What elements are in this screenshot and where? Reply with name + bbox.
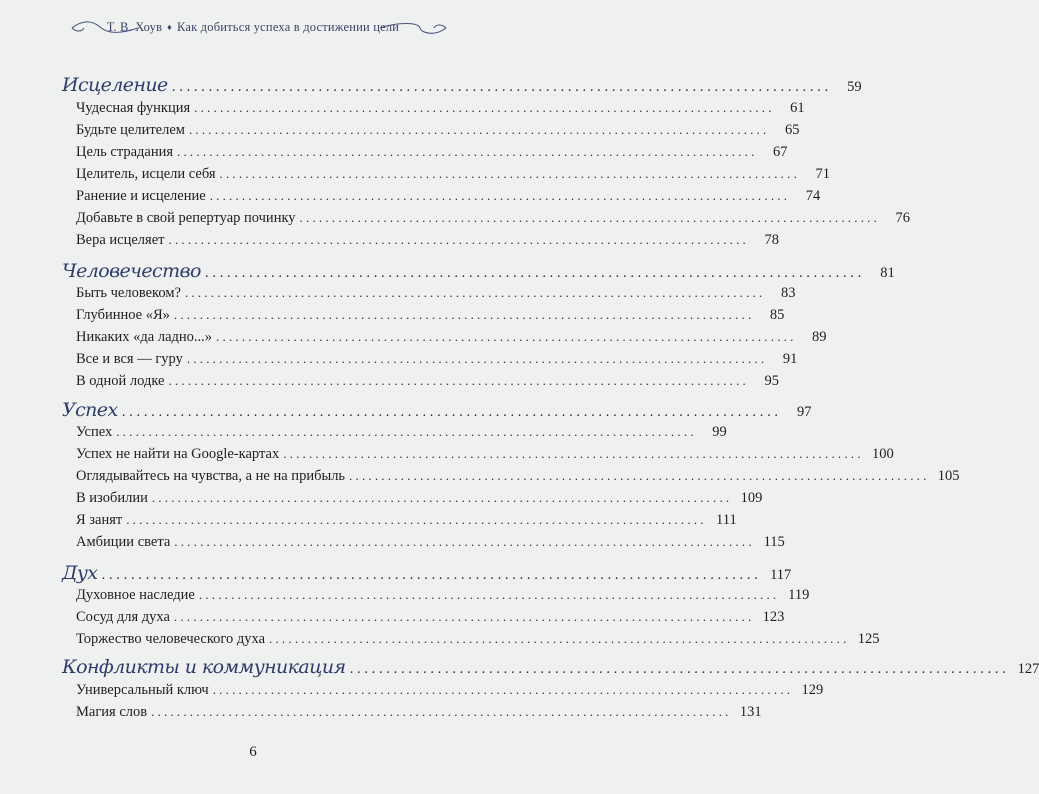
entry-page: 74 bbox=[805, 188, 821, 204]
entry-title: Торжество человеческого духа bbox=[76, 631, 266, 647]
toc-section[interactable] bbox=[62, 74, 862, 96]
toc-entry[interactable] bbox=[76, 446, 894, 463]
header-separator: ♦ bbox=[167, 22, 172, 32]
entry-page: 71 bbox=[815, 166, 831, 182]
leader-dots: .......................................................................................... bbox=[177, 144, 758, 159]
entry-title: Успех не найти на Google-картах bbox=[76, 446, 280, 462]
entry-page: 115 bbox=[763, 534, 785, 550]
entry-page: 85 bbox=[769, 307, 785, 323]
entry-title: Сосуд для духа bbox=[76, 609, 170, 625]
toc-entry[interactable] bbox=[76, 373, 779, 390]
section-page: 81 bbox=[880, 265, 895, 281]
toc-entry[interactable] bbox=[76, 490, 763, 507]
leader-dots: .......................................................................................... bbox=[168, 232, 749, 247]
entry-page: 89 bbox=[812, 329, 827, 345]
entry-page: 111 bbox=[716, 512, 737, 528]
entry-title: Будьте целителем bbox=[76, 122, 185, 138]
entry-title: Ранение и исцеление bbox=[76, 188, 206, 204]
toc-entry[interactable] bbox=[76, 166, 831, 183]
entry-page: 61 bbox=[790, 100, 805, 116]
entry-title: Цель страдания bbox=[76, 144, 174, 160]
leader-dots: .......................................................................................... bbox=[173, 307, 755, 322]
entry-title: Быть человеком? bbox=[76, 285, 181, 301]
entry-page: 131 bbox=[739, 704, 762, 720]
entry-title: Магия слов bbox=[76, 704, 148, 720]
toc-entry[interactable] bbox=[76, 587, 810, 604]
section-page: 97 bbox=[797, 404, 812, 420]
entry-title: Духовное наследие bbox=[76, 587, 195, 603]
leader-dots: .......................................................................................... bbox=[151, 490, 733, 505]
toc-entry[interactable] bbox=[76, 512, 737, 529]
entry-page: 65 bbox=[784, 122, 800, 138]
section-title: Дух bbox=[62, 562, 98, 584]
header-book-title: Как добиться успеха в достижении цели bbox=[176, 20, 400, 34]
leader-dots: .......................................................................................... bbox=[186, 351, 768, 366]
leader-dots: .......................................................................................... bbox=[209, 188, 791, 203]
entry-page: 100 bbox=[871, 446, 894, 462]
leader-dots: .......................................................................................... bbox=[168, 373, 749, 388]
section-page: 117 bbox=[770, 567, 792, 583]
toc-section[interactable] bbox=[62, 260, 895, 282]
leader-dots: .......................................................................................... bbox=[174, 534, 755, 549]
entry-title: В одной лодке bbox=[76, 373, 165, 389]
leader-dots: .......................................................................................... bbox=[184, 285, 766, 300]
toc-section[interactable] bbox=[62, 399, 812, 421]
leader-dots: .......................................................................................... bbox=[171, 80, 832, 95]
toc-section[interactable] bbox=[62, 656, 1039, 678]
entry-page: 105 bbox=[937, 468, 960, 484]
leader-dots: .......................................................................................... bbox=[349, 662, 1010, 677]
leader-dots: .......................................................................................... bbox=[151, 704, 732, 719]
entry-title: Оглядывайтесь на чувства, а не на прибыль bbox=[76, 468, 346, 484]
leader-dots: .......................................................................................... bbox=[212, 682, 794, 697]
leader-dots: .......................................................................................... bbox=[173, 609, 755, 624]
leader-dots: .......................................................................................... bbox=[299, 210, 881, 225]
toc-entry[interactable] bbox=[76, 232, 779, 249]
leader-dots: .......................................................................................... bbox=[216, 329, 797, 344]
toc-entry[interactable] bbox=[76, 210, 911, 227]
entry-page: 109 bbox=[740, 490, 763, 506]
leader-dots: .......................................................................................... bbox=[349, 468, 930, 483]
leader-dots: .......................................................................................... bbox=[116, 424, 697, 439]
toc-entry[interactable] bbox=[76, 122, 800, 139]
toc-entry[interactable] bbox=[76, 424, 727, 441]
entry-page: 95 bbox=[764, 373, 779, 389]
toc-entry[interactable] bbox=[76, 631, 880, 648]
toc-entry[interactable] bbox=[76, 188, 821, 205]
section-page: 127 bbox=[1017, 661, 1039, 677]
entry-title: Добавьте в свой репертуар починку bbox=[76, 210, 296, 226]
toc-entry[interactable] bbox=[76, 285, 796, 302]
entry-title: Успех bbox=[76, 424, 113, 440]
entry-title: Чудесная функция bbox=[76, 100, 191, 116]
leader-dots: .......................................................................................... bbox=[198, 587, 780, 602]
leader-dots: .......................................................................................... bbox=[219, 166, 801, 181]
toc-entry[interactable] bbox=[76, 468, 960, 485]
section-page: 59 bbox=[847, 79, 862, 95]
leader-dots: .......................................................................................... bbox=[269, 631, 850, 646]
entry-page: 125 bbox=[857, 631, 880, 647]
entry-title: Глубинное «Я» bbox=[76, 307, 170, 323]
entry-page: 119 bbox=[788, 587, 810, 603]
leader-dots: .......................................................................................... bbox=[121, 405, 782, 420]
entry-page: 76 bbox=[895, 210, 911, 226]
toc-entry[interactable] bbox=[76, 144, 788, 161]
entry-title: Вера исцеляет bbox=[76, 232, 165, 248]
section-title: Исцеление bbox=[62, 74, 168, 96]
toc-entry[interactable] bbox=[76, 534, 785, 551]
leader-dots: .......................................................................................... bbox=[188, 122, 770, 137]
entry-title: В изобилии bbox=[76, 490, 148, 506]
leader-dots: .......................................................................................... bbox=[101, 568, 762, 583]
entry-page: 123 bbox=[762, 609, 785, 625]
toc-section[interactable] bbox=[62, 562, 792, 584]
toc-entry[interactable] bbox=[76, 682, 824, 699]
entry-page: 83 bbox=[780, 285, 796, 301]
leader-dots: .......................................................................................... bbox=[194, 100, 775, 115]
toc-entry[interactable] bbox=[76, 307, 785, 324]
entry-title: Универсальный ключ bbox=[76, 682, 209, 698]
entry-page: 78 bbox=[764, 232, 779, 248]
toc-entry[interactable] bbox=[76, 704, 762, 721]
section-title: Человечество bbox=[62, 260, 201, 282]
toc-entry[interactable] bbox=[76, 609, 785, 626]
header-author: Т. В. Хоув bbox=[106, 20, 163, 34]
page-number: 6 bbox=[249, 744, 257, 760]
entry-title: Амбиции света bbox=[76, 534, 171, 550]
toc-entry[interactable] bbox=[76, 100, 805, 117]
entry-page: 67 bbox=[773, 144, 788, 160]
entry-page: 129 bbox=[801, 682, 824, 698]
entry-title: Я занят bbox=[76, 512, 123, 528]
toc-entry[interactable] bbox=[76, 351, 798, 368]
section-title: Конфликты и коммуникация bbox=[62, 656, 346, 678]
entry-title: Целитель, исцели себя bbox=[76, 166, 216, 182]
entry-page: 99 bbox=[712, 424, 727, 440]
leader-dots: .......................................................................................... bbox=[204, 266, 865, 281]
entry-page: 91 bbox=[782, 351, 798, 367]
leader-dots: .......................................................................................... bbox=[283, 446, 864, 461]
entry-title: Никаких «да ладно...» bbox=[76, 329, 213, 345]
toc-entry[interactable] bbox=[76, 329, 827, 346]
section-title: Успех bbox=[62, 399, 118, 421]
entry-title: Все и вся — гуру bbox=[76, 351, 183, 367]
leader-dots: .......................................................................................... bbox=[126, 512, 707, 527]
